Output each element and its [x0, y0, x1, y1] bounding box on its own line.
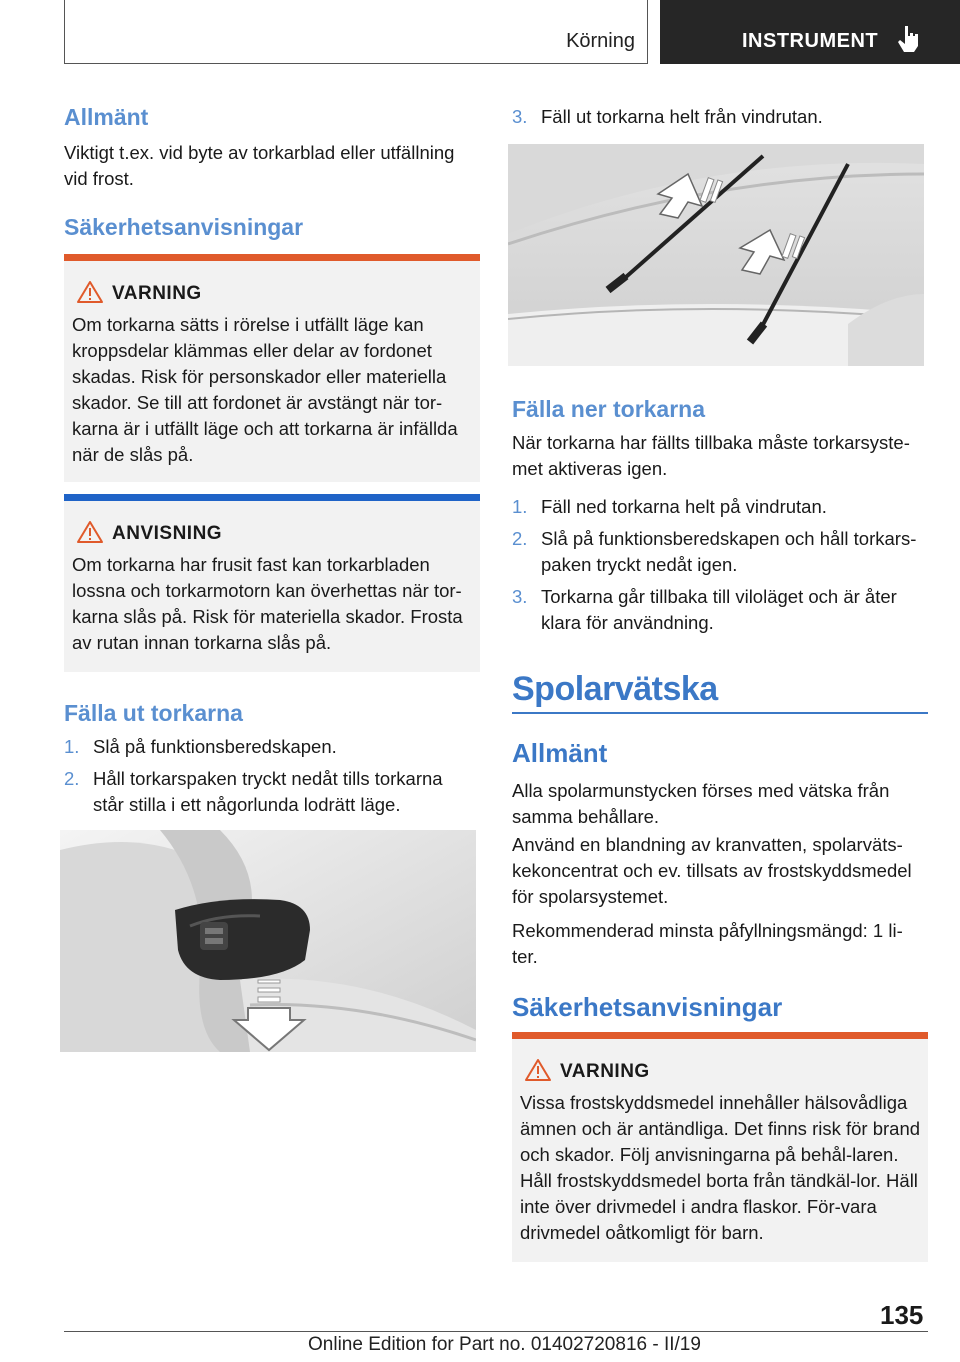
list-item [64, 766, 474, 818]
warning-bar [512, 1032, 928, 1039]
warning-triangle-icon [76, 280, 104, 304]
warning-box-1 [64, 254, 480, 482]
allmant-text-left: Viktigt t.ex. vid byte av torkarblad eller utfällning vid frost. [64, 142, 455, 189]
allmant-heading-left: Allmänt [64, 104, 149, 130]
header-section-title: Körning [566, 30, 635, 52]
warning-box-2 [512, 1032, 928, 1262]
step-number: 2. [512, 528, 528, 549]
windshield-drawing [508, 144, 924, 366]
wiper-stalk-drawing [60, 830, 476, 1052]
step-number: 1. [512, 496, 528, 517]
notice-bar [64, 494, 480, 501]
step-number: 3. [512, 106, 528, 127]
warning-text: Vissa frostskyddsmedel innehåller hälsovådliga ämnen och är antändliga. Det finns risk för brand och skador. Följ anvisningarna på behål-laren. Håll frostskyddsmedel borta från tändkäl-lor. Häll inte över drivmedel i andra flaskor. För-vara drivmedel oåtkomligt för barn. [520, 1092, 921, 1243]
warning-title: VARNING [112, 283, 202, 304]
warning-bar [64, 254, 480, 261]
list-item [512, 526, 928, 578]
fold-down-steps [512, 494, 928, 642]
step-number: 3. [512, 586, 528, 607]
step-text: Fäll ned torkarna helt på vindrutan. [541, 496, 827, 517]
step-text: Slå på funktionsberedskapen. [93, 736, 337, 757]
allmant-heading-right: Allmänt [512, 738, 608, 768]
notice-triangle-icon [76, 520, 104, 544]
fold-out-steps [64, 734, 474, 824]
spolarvatska-heading: Spolarvätska [512, 670, 718, 708]
list-item [512, 494, 928, 520]
header-section-box [64, 0, 648, 64]
safety-heading-left: Säkerhetsanvisningar [64, 214, 304, 240]
list-item [64, 734, 474, 760]
warning-triangle-icon [524, 1058, 552, 1082]
fold-out-heading: Fälla ut torkarna [64, 700, 243, 726]
fold-out-step-3 [512, 104, 928, 136]
step-text: Håll torkarspaken tryckt nedåt tills torkarna står stilla i ett någorlunda lodrätt läge. [93, 768, 443, 815]
wiper-stalk-illustration [60, 830, 476, 1052]
section-divider [512, 712, 928, 714]
list-item [512, 584, 928, 636]
fold-down-heading: Fälla ner torkarna [512, 396, 706, 422]
notice-text: Om torkarna har frusit fast kan torkarbladen lossna och torkarmotorn kan överhettas när tor-karna slås på. Risk för materiella skador. Frosta av rutan innan torkarna slås på. [72, 554, 463, 653]
notice-box-1 [64, 494, 480, 672]
list-item [512, 104, 928, 130]
header-chapter-title: INSTRUMENT [742, 30, 879, 52]
step-number: 1. [64, 736, 80, 757]
allmant-p3-right: Rekommenderad minsta påfyllningsmängd: 1 li-ter. [512, 920, 903, 967]
allmant-p2-right: Använd en blandning av kranvatten, spolarväts-kekoncentrat och ev. tillsats av frostskyddsmedel för spolarsystemet. [512, 834, 912, 907]
footer-rule [64, 1331, 928, 1332]
fold-down-text: När torkarna har fällts tillbaka måste torkarsyste-met aktiveras igen. [512, 432, 910, 479]
warning-text: Om torkarna sätts i rörelse i utfällt läge kan kroppsdelar klämmas eller delar av fordonet skadas. Risk för personskador eller materiella skador. Se till att fordonet är avstängt när tor-karna är i utfällt läge och att torkarna är infällda när de slås på. [72, 314, 458, 465]
warning-title: VARNING [560, 1061, 650, 1082]
step-text: Torkarna går tillbaka till viloläget och är åter klara för användning. [541, 586, 897, 633]
header-chapter-box [660, 0, 960, 64]
footer-edition: Online Edition for Part no. 01402720816 - II/19 [308, 1334, 701, 1355]
page-number: 135 [880, 1300, 924, 1330]
allmant-p1-right: Alla spolarmunstycken förses med vätska från samma behållare. [512, 780, 890, 827]
step-text: Slå på funktionsberedskapen och håll torkars-paken tryckt nedåt igen. [541, 528, 917, 575]
windshield-illustration [508, 144, 924, 366]
pointing-hand-icon [896, 24, 920, 54]
step-text: Fäll ut torkarna helt från vindrutan. [541, 106, 823, 127]
safety-heading-right: Säkerhetsanvisningar [512, 992, 783, 1022]
step-number: 2. [64, 768, 80, 789]
notice-title: ANVISNING [112, 523, 223, 544]
